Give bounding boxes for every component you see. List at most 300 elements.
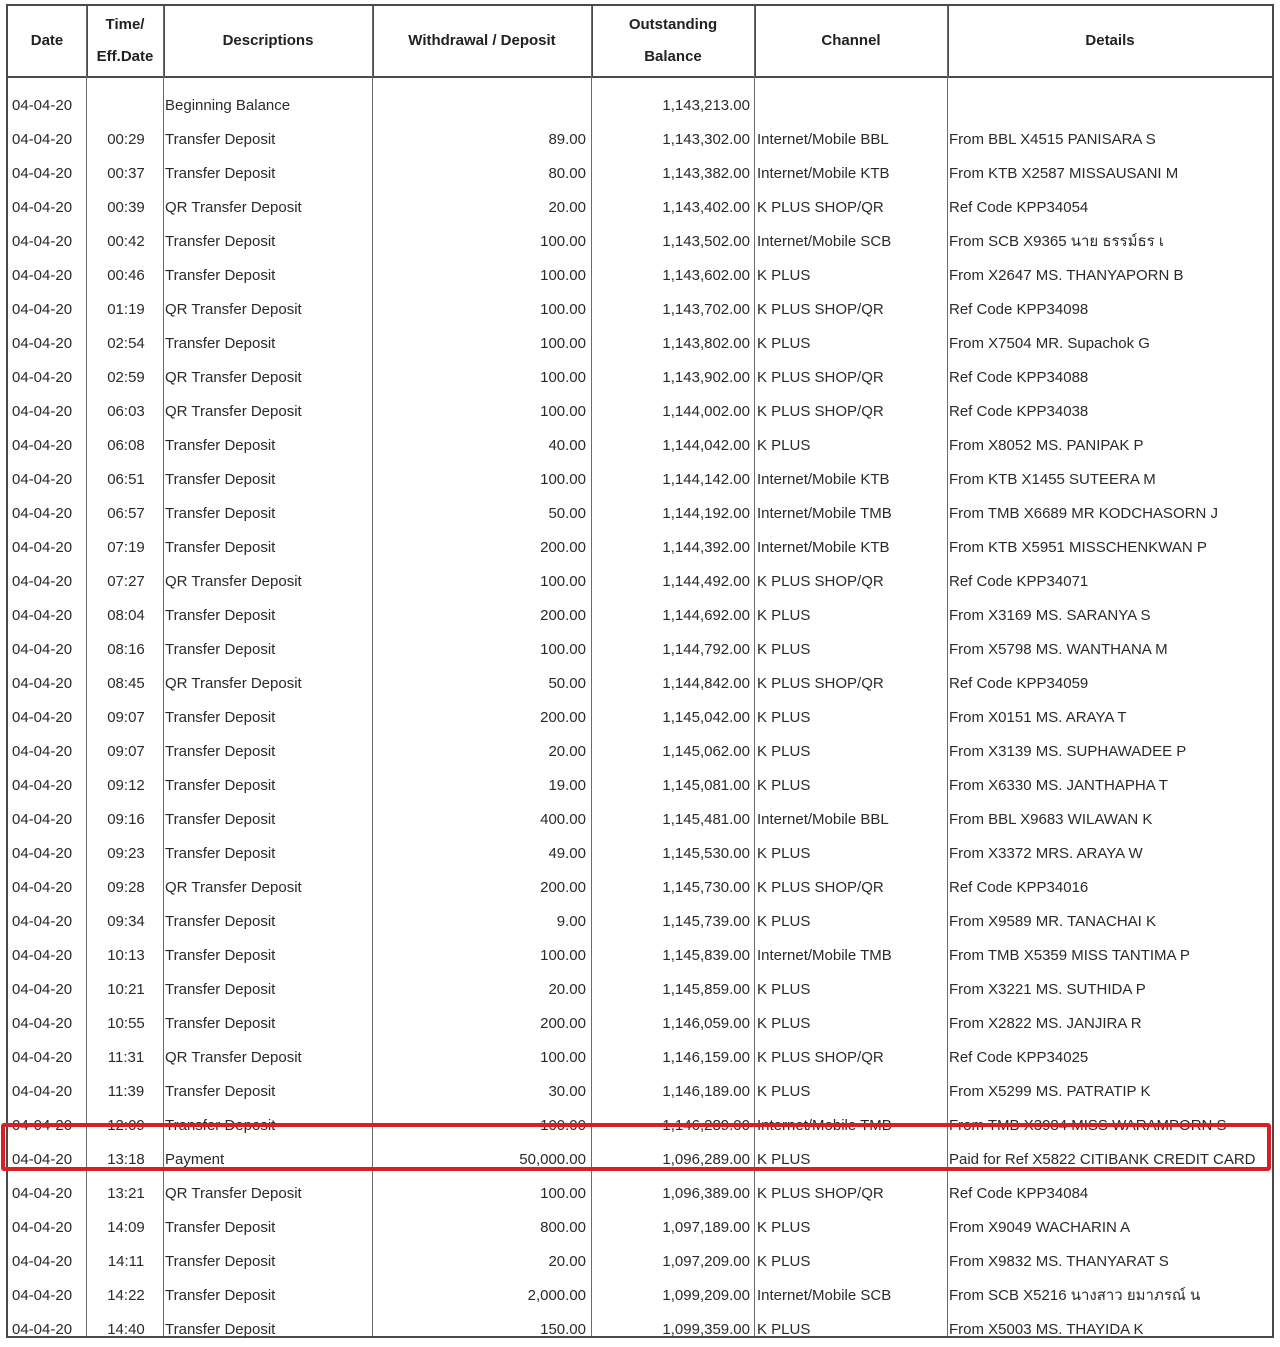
row-channel [757, 89, 945, 123]
row-time: 09:07 [107, 743, 145, 760]
row-description: QR Transfer Deposit [165, 879, 302, 896]
row-description: Transfer Deposit [165, 471, 276, 488]
row-amount: 100.00 [540, 403, 586, 420]
row-date: 04-04-20 [12, 1219, 73, 1236]
row-channel: K PLUS [757, 709, 811, 726]
row-amount: 9.00 [556, 913, 586, 930]
row-time: 10:21 [107, 981, 145, 998]
table-row [8, 225, 1272, 259]
row-date: 04-04-20 [12, 1049, 73, 1066]
row-balance: 1,145,481.00 [662, 811, 750, 828]
row-description: Transfer Deposit [165, 845, 276, 862]
row-time: 09:28 [107, 879, 145, 896]
row-balance: 1,143,602.00 [662, 267, 750, 284]
row-balance: 1,145,730.00 [662, 879, 750, 896]
row-balance: 1,145,042.00 [662, 709, 750, 726]
row-time: 14:22 [107, 1287, 145, 1304]
row-amount: 100.00 [540, 947, 586, 964]
row-time: 00:37 [107, 165, 145, 182]
row-amount: 100.00 [540, 267, 586, 284]
row-balance: 1,143,402.00 [662, 199, 750, 216]
table-row [8, 701, 1272, 735]
row-description: Transfer Deposit [165, 607, 276, 624]
row-channel: K PLUS [757, 913, 811, 930]
table-row [8, 939, 1272, 973]
row-amount: 100.00 [540, 471, 586, 488]
row-date: 04-04-20 [12, 845, 73, 862]
row-time: 06:57 [107, 505, 145, 522]
row-channel: K PLUS [757, 743, 811, 760]
row-time: 08:16 [107, 641, 145, 658]
table-row [8, 973, 1272, 1007]
row-channel: K PLUS [757, 335, 811, 352]
row-amount: 400.00 [540, 811, 586, 828]
row-balance: 1,144,792.00 [662, 641, 750, 658]
table-row [8, 463, 1272, 497]
header-details: Details [1085, 32, 1135, 49]
row-balance: 1,144,692.00 [662, 607, 750, 624]
row-amount: 200.00 [540, 1015, 586, 1032]
row-amount: 50,000.00 [519, 1151, 586, 1168]
table-row [8, 259, 1272, 293]
row-date: 04-04-20 [12, 1253, 73, 1270]
row-channel: K PLUS [757, 1253, 811, 1270]
row-date: 04-04-20 [12, 1151, 73, 1168]
header-date: Date [30, 32, 64, 49]
row-balance: 1,146,189.00 [662, 1083, 750, 1100]
row-date: 04-04-20 [12, 709, 73, 726]
row-balance: 1,145,062.00 [662, 743, 750, 760]
row-channel: K PLUS SHOP/QR [757, 403, 884, 420]
row-balance: 1,099,209.00 [662, 1287, 750, 1304]
row-channel: K PLUS [757, 1219, 811, 1236]
row-channel: K PLUS [757, 1083, 811, 1100]
header-channel: Channel [821, 32, 881, 49]
row-time: 09:07 [107, 709, 145, 726]
row-time: 06:03 [107, 403, 145, 420]
row-description: Transfer Deposit [165, 267, 276, 284]
row-details: From SCB X9365 นาย ธรรม์ธร เ [949, 233, 1165, 250]
row-balance: 1,145,530.00 [662, 845, 750, 862]
row-amount: 100.00 [540, 233, 586, 250]
row-time: 11:39 [107, 1083, 145, 1100]
row-time: 10:13 [107, 947, 145, 964]
row-details: From KTB X2587 MISSAUSANI M [949, 165, 1179, 182]
row-description: Transfer Deposit [165, 981, 276, 998]
row-channel: Internet/Mobile TMB [757, 947, 892, 964]
row-date: 04-04-20 [12, 1287, 73, 1304]
row-description: QR Transfer Deposit [165, 1185, 302, 1202]
row-time [88, 89, 164, 123]
row-details: Ref Code KPP34059 [949, 675, 1089, 692]
table-row [8, 1313, 1272, 1347]
row-details: Ref Code KPP34071 [949, 573, 1089, 590]
row-date: 04-04-20 [12, 675, 73, 692]
row-balance: 1,099,359.00 [662, 1321, 750, 1338]
row-balance: 1,144,192.00 [662, 505, 750, 522]
row-description: Transfer Deposit [165, 335, 276, 352]
row-details: From X9832 MS. THANYARAT S [949, 1253, 1169, 1270]
row-description: Transfer Deposit [165, 505, 276, 522]
row-details: Ref Code KPP34088 [949, 369, 1089, 386]
row-channel: K PLUS [757, 641, 811, 658]
row-details [949, 89, 1271, 123]
row-time: 07:27 [107, 573, 145, 590]
table-row [8, 123, 1272, 157]
row-channel: K PLUS SHOP/QR [757, 199, 884, 216]
row-details: From X3169 MS. SARANYA S [949, 607, 1151, 624]
row-balance: 1,146,159.00 [662, 1049, 750, 1066]
header-time-label: Time/ Eff.Date [96, 16, 154, 65]
row-details: From X7504 MR. Supachok G [949, 335, 1150, 352]
row-description: Transfer Deposit [165, 131, 276, 148]
row-description: Transfer Deposit [165, 437, 276, 454]
row-details: From KTB X5951 MISSCHENKWAN P [949, 539, 1207, 556]
row-time: 09:12 [107, 777, 145, 794]
row-details: From X8052 MS. PANIPAK P [949, 437, 1144, 454]
row-date: 04-04-20 [12, 641, 73, 658]
row-amount: 2,000.00 [527, 1287, 586, 1304]
row-amount: 800.00 [540, 1219, 586, 1236]
row-date: 04-04-20 [12, 573, 73, 590]
row-channel: K PLUS [757, 1015, 811, 1032]
row-time: 00:42 [107, 233, 145, 250]
row-time: 14:40 [107, 1321, 145, 1338]
table-row [8, 837, 1272, 871]
row-time: 00:29 [107, 131, 145, 148]
table-row [8, 803, 1272, 837]
row-date: 04-04-20 [12, 539, 73, 556]
row-balance: 1,097,189.00 [662, 1219, 750, 1236]
row-balance: 1,144,842.00 [662, 675, 750, 692]
row-time: 08:04 [107, 607, 145, 624]
table-row [8, 769, 1272, 803]
row-time: 09:16 [107, 811, 145, 828]
row-description: Transfer Deposit [165, 777, 276, 794]
table-row [8, 565, 1272, 599]
row-date: 04-04-20 [12, 1185, 73, 1202]
row-time: 02:54 [107, 335, 145, 352]
row-description: Beginning Balance [165, 97, 291, 114]
row-amount: 100.00 [540, 641, 586, 658]
row-balance: 1,146,059.00 [662, 1015, 750, 1032]
row-balance: 1,143,382.00 [662, 165, 750, 182]
row-amount: 200.00 [540, 709, 586, 726]
row-channel: K PLUS [757, 1321, 811, 1338]
row-channel: Internet/Mobile KTB [757, 165, 890, 182]
row-balance: 1,144,492.00 [662, 573, 750, 590]
table-row [8, 1245, 1272, 1279]
row-date: 04-04-20 [12, 301, 73, 318]
row-time: 06:51 [107, 471, 145, 488]
table-row [8, 735, 1272, 769]
row-balance: 1,143,213.00 [662, 97, 750, 114]
row-time: 09:34 [107, 913, 145, 930]
row-channel: K PLUS [757, 981, 811, 998]
row-description: Transfer Deposit [165, 1321, 276, 1338]
row-description: QR Transfer Deposit [165, 199, 302, 216]
row-channel: K PLUS [757, 1151, 811, 1168]
table-row [8, 1211, 1272, 1245]
table-row [8, 293, 1272, 327]
header-descriptions: Descriptions [222, 32, 314, 49]
row-time: 01:19 [107, 301, 145, 318]
row-date: 04-04-20 [12, 879, 73, 896]
row-amount: 30.00 [548, 1083, 586, 1100]
row-details: From X6330 MS. JANTHAPHA T [949, 777, 1168, 794]
row-description: Transfer Deposit [165, 947, 276, 964]
row-time: 14:11 [107, 1253, 145, 1270]
row-balance: 1,144,392.00 [662, 539, 750, 556]
row-channel: Internet/Mobile KTB [757, 471, 890, 488]
row-channel: K PLUS [757, 267, 811, 284]
row-date: 04-04-20 [12, 131, 73, 148]
row-amount: 20.00 [548, 199, 586, 216]
row-amount: 100.00 [540, 335, 586, 352]
row-date: 04-04-20 [12, 165, 73, 182]
row-description: Transfer Deposit [165, 165, 276, 182]
header-withdrawal-deposit: Withdrawal / Deposit [408, 32, 556, 49]
row-date: 04-04-20 [12, 913, 73, 930]
row-time: 10:55 [107, 1015, 145, 1032]
header-balance-label: Outstanding Balance [628, 16, 718, 65]
row-description: Transfer Deposit [165, 743, 276, 760]
row-date: 04-04-20 [12, 1117, 73, 1134]
row-details: From X3372 MRS. ARAYA W [949, 845, 1143, 862]
table-row [8, 1007, 1272, 1041]
row-date: 04-04-20 [12, 267, 73, 284]
table-row [8, 633, 1272, 667]
row-description: Transfer Deposit [165, 811, 276, 828]
row-description: Transfer Deposit [165, 1015, 276, 1032]
row-balance: 1,146,289.00 [662, 1117, 750, 1134]
row-amount: 100.00 [540, 1185, 586, 1202]
row-details: Paid for Ref X5822 CITIBANK CREDIT CARD [949, 1151, 1256, 1168]
row-description: Transfer Deposit [165, 539, 276, 556]
row-details: From BBL X9683 WILAWAN K [949, 811, 1153, 828]
row-description: Transfer Deposit [165, 641, 276, 658]
header-outstanding-balance [592, 6, 754, 76]
row-channel: K PLUS SHOP/QR [757, 879, 884, 896]
table-row [8, 1279, 1272, 1313]
row-description: QR Transfer Deposit [165, 301, 302, 318]
row-details: From TMB X5359 MISS TANTIMA P [949, 947, 1190, 964]
row-time: 14:09 [107, 1219, 145, 1236]
row-details: From X0151 MS. ARAYA T [949, 709, 1127, 726]
row-date: 04-04-20 [12, 437, 73, 454]
row-channel: K PLUS SHOP/QR [757, 675, 884, 692]
row-details: From TMB X6689 MR KODCHASORN J [949, 505, 1218, 522]
table-row [8, 1075, 1272, 1109]
row-details: From X5798 MS. WANTHANA M [949, 641, 1168, 658]
row-date: 04-04-20 [12, 97, 73, 114]
row-time: 09:23 [107, 845, 145, 862]
row-amount [376, 89, 586, 123]
row-amount: 89.00 [548, 131, 586, 148]
row-description: Transfer Deposit [165, 913, 276, 930]
row-channel: K PLUS [757, 845, 811, 862]
row-amount: 200.00 [540, 879, 586, 896]
row-time: 08:45 [107, 675, 145, 692]
row-date: 04-04-20 [12, 981, 73, 998]
row-channel: K PLUS SHOP/QR [757, 573, 884, 590]
table-row [8, 361, 1272, 395]
row-amount: 50.00 [548, 505, 586, 522]
row-date: 04-04-20 [12, 743, 73, 760]
row-details: Ref Code KPP34054 [949, 199, 1089, 216]
highlighted-row-box [1, 1123, 1271, 1171]
row-date: 04-04-20 [12, 811, 73, 828]
row-channel: Internet/Mobile TMB [757, 505, 892, 522]
row-amount: 20.00 [548, 981, 586, 998]
table-row [8, 497, 1272, 531]
row-channel: Internet/Mobile KTB [757, 539, 890, 556]
row-channel: Internet/Mobile TMB [757, 1117, 892, 1134]
row-description: QR Transfer Deposit [165, 369, 302, 386]
row-details: From X3139 MS. SUPHAWADEE P [949, 743, 1187, 760]
row-description: QR Transfer Deposit [165, 573, 302, 590]
row-balance: 1,145,081.00 [662, 777, 750, 794]
row-date: 04-04-20 [12, 335, 73, 352]
row-channel: K PLUS SHOP/QR [757, 369, 884, 386]
row-amount: 100.00 [540, 573, 586, 590]
row-time: 02:59 [107, 369, 145, 386]
row-amount: 50.00 [548, 675, 586, 692]
row-description: Transfer Deposit [165, 233, 276, 250]
row-balance: 1,143,302.00 [662, 131, 750, 148]
table-row [8, 429, 1272, 463]
row-channel: K PLUS [757, 777, 811, 794]
table-row [8, 871, 1272, 905]
row-details: From X3221 MS. SUTHIDA P [949, 981, 1146, 998]
row-date: 04-04-20 [12, 403, 73, 420]
row-date: 04-04-20 [12, 1015, 73, 1032]
row-date: 04-04-20 [12, 947, 73, 964]
row-description: Payment [165, 1151, 225, 1168]
row-channel: K PLUS SHOP/QR [757, 1049, 884, 1066]
row-time: 12:09 [107, 1117, 145, 1134]
table-row [8, 395, 1272, 429]
row-time: 07:19 [107, 539, 145, 556]
row-amount: 100.00 [540, 301, 586, 318]
row-amount: 49.00 [548, 845, 586, 862]
row-time: 13:21 [107, 1185, 145, 1202]
row-balance: 1,143,702.00 [662, 301, 750, 318]
row-date: 04-04-20 [12, 233, 73, 250]
row-amount: 100.00 [540, 369, 586, 386]
row-amount: 19.00 [548, 777, 586, 794]
row-channel: K PLUS SHOP/QR [757, 1185, 884, 1202]
row-balance: 1,143,502.00 [662, 233, 750, 250]
row-description: QR Transfer Deposit [165, 675, 302, 692]
row-balance: 1,144,002.00 [662, 403, 750, 420]
row-date: 04-04-20 [12, 1321, 73, 1338]
row-date: 04-04-20 [12, 607, 73, 624]
header-time [87, 6, 163, 76]
row-time: 11:31 [107, 1049, 145, 1066]
row-details: Ref Code KPP34084 [949, 1185, 1089, 1202]
row-balance: 1,096,289.00 [662, 1151, 750, 1168]
row-amount: 80.00 [548, 165, 586, 182]
row-description: QR Transfer Deposit [165, 403, 302, 420]
row-balance: 1,144,142.00 [662, 471, 750, 488]
table-row [8, 157, 1272, 191]
row-time: 00:46 [107, 267, 145, 284]
row-description: Transfer Deposit [165, 1219, 276, 1236]
row-description: Transfer Deposit [165, 1117, 276, 1134]
row-balance: 1,144,042.00 [662, 437, 750, 454]
row-date: 04-04-20 [12, 471, 73, 488]
row-amount: 200.00 [540, 607, 586, 624]
row-description: Transfer Deposit [165, 1287, 276, 1304]
row-amount: 200.00 [540, 539, 586, 556]
row-description: Transfer Deposit [165, 1083, 276, 1100]
table-row [8, 667, 1272, 701]
row-details: From X9589 MR. TANACHAI K [949, 913, 1156, 930]
table-header [8, 6, 1272, 78]
row-channel: Internet/Mobile SCB [757, 233, 892, 250]
row-details: From X2647 MS. THANYAPORN B [949, 267, 1184, 284]
row-time: 00:39 [107, 199, 145, 216]
table-row [8, 89, 1272, 123]
table-row [8, 531, 1272, 565]
row-amount: 100.00 [540, 1117, 586, 1134]
row-details: From BBL X4515 PANISARA S [949, 131, 1156, 148]
row-details: From SCB X5216 นางสาว ยมาภรณ์ น [949, 1287, 1201, 1304]
row-details: Ref Code KPP34016 [949, 879, 1089, 896]
row-details: From X5003 MS. THAYIDA K [949, 1321, 1144, 1338]
table-row [8, 1177, 1272, 1211]
row-amount: 40.00 [548, 437, 586, 454]
row-balance: 1,145,839.00 [662, 947, 750, 964]
row-details: From X5299 MS. PATRATIP K [949, 1083, 1151, 1100]
row-date: 04-04-20 [12, 1083, 73, 1100]
row-details: From X2822 MS. JANJIRA R [949, 1015, 1142, 1032]
row-details: From X9049 WACHARIN A [949, 1219, 1131, 1236]
row-time: 13:18 [107, 1151, 145, 1168]
row-channel: Internet/Mobile BBL [757, 811, 889, 828]
row-channel: K PLUS [757, 437, 811, 454]
row-description: Transfer Deposit [165, 709, 276, 726]
table-row [8, 1041, 1272, 1075]
table-row [8, 327, 1272, 361]
row-date: 04-04-20 [12, 505, 73, 522]
row-amount: 100.00 [540, 1049, 586, 1066]
row-balance: 1,145,739.00 [662, 913, 750, 930]
row-channel: Internet/Mobile SCB [757, 1287, 892, 1304]
row-time: 06:08 [107, 437, 145, 454]
row-balance: 1,145,859.00 [662, 981, 750, 998]
row-details: Ref Code KPP34098 [949, 301, 1089, 318]
row-date: 04-04-20 [12, 369, 73, 386]
row-balance: 1,143,802.00 [662, 335, 750, 352]
row-amount: 150.00 [540, 1321, 586, 1338]
table-row [8, 191, 1272, 225]
row-details: Ref Code KPP34025 [949, 1049, 1089, 1066]
row-details: From TMB X3984 MISS WARAMPORN S [949, 1117, 1227, 1134]
row-date: 04-04-20 [12, 777, 73, 794]
row-description: QR Transfer Deposit [165, 1049, 302, 1066]
row-details: From KTB X1455 SUTEERA M [949, 471, 1156, 488]
row-details: Ref Code KPP34038 [949, 403, 1089, 420]
row-balance: 1,096,389.00 [662, 1185, 750, 1202]
table-row [8, 599, 1272, 633]
row-amount: 20.00 [548, 1253, 586, 1270]
row-channel: Internet/Mobile BBL [757, 131, 889, 148]
row-date: 04-04-20 [12, 199, 73, 216]
row-channel: K PLUS SHOP/QR [757, 301, 884, 318]
row-channel: K PLUS [757, 607, 811, 624]
